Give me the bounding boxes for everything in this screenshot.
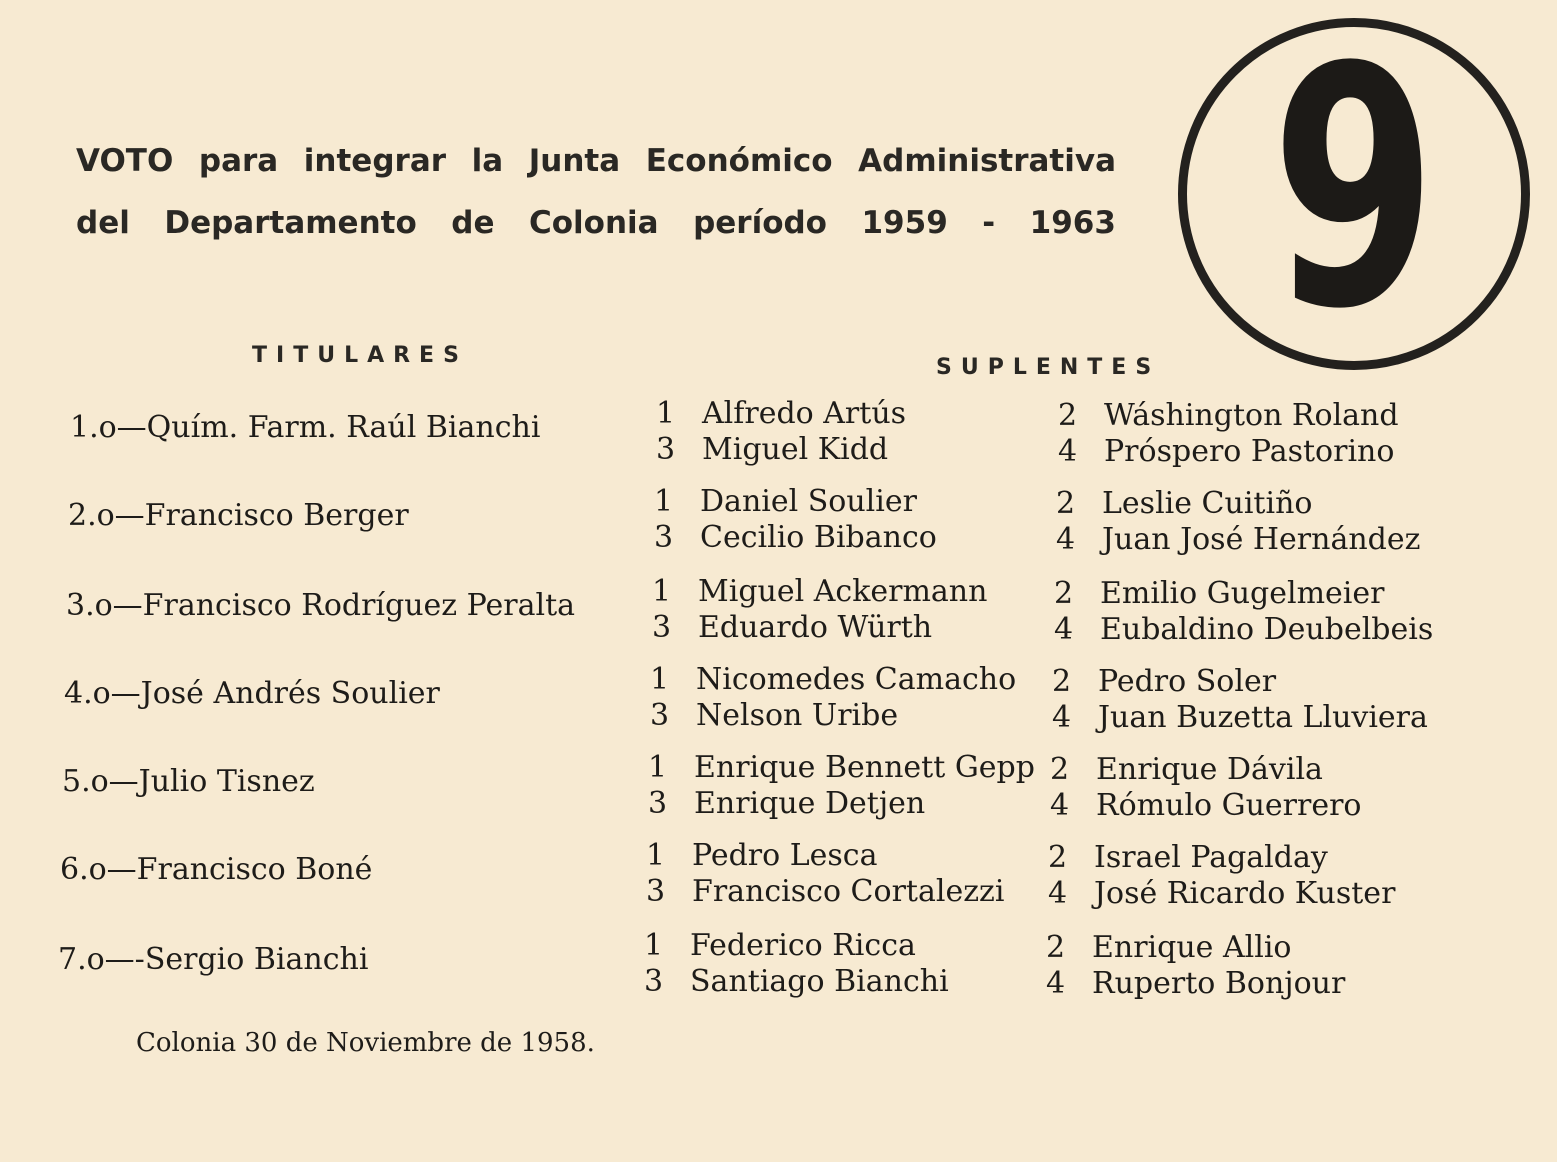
suplente-name: Enrique Dávila: [1096, 752, 1323, 787]
suplente-number: 4: [1058, 434, 1078, 469]
suplente-name: Eduardo Würth: [698, 610, 933, 645]
suplente-entry: [654, 520, 937, 555]
suplente-name: Pedro Lesca: [692, 838, 878, 873]
suplente-number: 3: [652, 610, 672, 645]
suplente-name: Emilio Gugelmeier: [1100, 576, 1385, 611]
suplente-entry: [1058, 398, 1399, 433]
titulares-header: TITULARES: [252, 343, 468, 368]
heading-line-2: [76, 192, 1116, 254]
suplente-name: Eubaldino Deubelbeis: [1100, 612, 1434, 647]
suplente-name: Leslie Cuitiño: [1102, 486, 1313, 521]
suplente-name: Daniel Soulier: [700, 484, 917, 519]
suplente-number: 3: [656, 432, 676, 467]
suplente-number: 1: [644, 928, 664, 963]
heading-word: integrar: [303, 143, 447, 179]
heading-word: 1963: [1029, 205, 1116, 241]
suplente-number: 2: [1052, 664, 1072, 699]
suplente-number: 2: [1054, 576, 1074, 611]
heading-word: período: [693, 205, 827, 241]
suplente-entry: [1046, 966, 1345, 1001]
suplente-entry: [1052, 700, 1428, 735]
heading-word: VOTO: [76, 143, 174, 179]
candidate-row: [64, 662, 1464, 742]
suplente-name: Rómulo Guerrero: [1096, 788, 1362, 823]
suplente-entry: [650, 698, 898, 733]
titular-name: 1.o—Quím. Farm. Raúl Bianchi: [70, 410, 541, 445]
titular-name: 4.o—José Andrés Soulier: [64, 676, 440, 711]
suplente-number: 3: [648, 786, 668, 821]
suplente-number: 2: [1048, 840, 1068, 875]
suplente-entry: [656, 396, 906, 431]
suplente-name: Alfredo Artús: [702, 396, 907, 431]
suplente-number: 4: [1046, 966, 1066, 1001]
suplente-entry: [1048, 876, 1395, 911]
suplente-entry: [650, 662, 1016, 697]
suplente-number: 3: [654, 520, 674, 555]
suplente-name: Próspero Pastorino: [1104, 434, 1395, 469]
suplente-name: Ruperto Bonjour: [1092, 966, 1346, 1001]
suplente-entry: [652, 610, 932, 645]
suplente-name: Cecilio Bibanco: [700, 520, 937, 555]
titular-name: 5.o—Julio Tisnez: [62, 764, 315, 799]
heading-word: Colonia: [528, 205, 659, 241]
list-number: 9: [1271, 0, 1437, 381]
suplente-number: 1: [650, 662, 670, 697]
suplente-number: 4: [1052, 700, 1072, 735]
suplente-number: 1: [654, 484, 674, 519]
suplentes-header: SUPLENTES: [936, 355, 1161, 380]
heading-word: para: [198, 143, 279, 179]
list-number-circle: [1178, 0, 1530, 381]
candidate-row: [68, 484, 1468, 564]
suplente-number: 4: [1048, 876, 1068, 911]
suplente-number: 2: [1056, 486, 1076, 521]
candidate-row: [62, 750, 1462, 830]
suplente-name: Federico Ricca: [690, 928, 916, 963]
candidate-row: [58, 928, 1458, 1008]
suplente-name: Miguel Kidd: [702, 432, 889, 467]
suplente-entry: [652, 574, 987, 609]
suplente-entry: [644, 964, 949, 999]
suplente-number: 2: [1050, 752, 1070, 787]
suplente-name: Juan Buzetta Lluviera: [1098, 700, 1428, 735]
heading-word: Económico: [645, 143, 833, 179]
suplente-entry: [1050, 752, 1323, 787]
suplente-entry: [1054, 576, 1384, 611]
suplente-entry: [1054, 612, 1433, 647]
heading-word: del: [76, 205, 130, 241]
suplente-number: 1: [656, 396, 676, 431]
heading-line-1: [76, 130, 1116, 192]
suplente-entry: [1056, 522, 1420, 557]
suplente-name: Israel Pagalday: [1094, 840, 1328, 875]
candidate-row: [60, 838, 1460, 918]
suplente-number: 4: [1050, 788, 1070, 823]
candidate-row: [70, 396, 1470, 476]
suplente-number: 2: [1046, 930, 1066, 965]
suplente-name: Francisco Cortalezzi: [692, 874, 1005, 909]
suplente-number: 4: [1054, 612, 1074, 647]
suplente-entry: [1056, 486, 1312, 521]
candidate-row: [66, 574, 1466, 654]
suplente-entry: [656, 432, 888, 467]
scan-edge-bottom: [0, 1162, 1565, 1168]
suplente-number: 4: [1056, 522, 1076, 557]
suplente-entry: [1048, 840, 1328, 875]
heading-word: la: [471, 143, 504, 179]
suplente-entry: [1050, 788, 1362, 823]
heading-word: de: [451, 205, 495, 241]
titular-name: 2.o—Francisco Berger: [68, 498, 409, 533]
suplente-name: Enrique Detjen: [694, 786, 926, 821]
suplente-number: 1: [648, 750, 668, 785]
suplente-number: 3: [644, 964, 664, 999]
suplente-entry: [648, 750, 1035, 785]
suplente-number: 2: [1058, 398, 1078, 433]
suplente-name: Enrique Allio: [1092, 930, 1292, 965]
heading-word: -: [982, 205, 996, 241]
suplente-number: 1: [652, 574, 672, 609]
titular-name: 3.o—Francisco Rodríguez Peralta: [66, 588, 576, 623]
scan-edge-right: [1557, 0, 1565, 1168]
heading-word: Administrativa: [858, 143, 1116, 179]
heading-word: Junta: [528, 143, 621, 179]
heading-word: Departamento: [164, 205, 417, 241]
titular-name: 7.o—-Sergio Bianchi: [58, 942, 369, 977]
suplente-name: Pedro Soler: [1098, 664, 1277, 699]
suplente-number: 3: [650, 698, 670, 733]
suplente-number: 3: [646, 874, 666, 909]
suplente-name: Juan José Hernández: [1102, 522, 1421, 557]
suplente-name: Santiago Bianchi: [690, 964, 949, 999]
suplente-name: Wáshington Roland: [1104, 398, 1399, 433]
suplente-entry: [1058, 434, 1394, 469]
suplente-name: José Ricardo Kuster: [1094, 876, 1396, 911]
suplente-number: 1: [646, 838, 666, 873]
ballot-heading: [76, 130, 1116, 254]
suplente-entry: [654, 484, 917, 519]
date-footer: Colonia 30 de Noviembre de 1958.: [136, 1028, 595, 1058]
suplente-name: Nelson Uribe: [696, 698, 899, 733]
suplente-entry: [646, 838, 878, 873]
suplente-name: Miguel Ackermann: [698, 574, 988, 609]
suplente-name: Enrique Bennett Gepp: [694, 750, 1035, 785]
suplente-entry: [1052, 664, 1276, 699]
suplente-entry: [644, 928, 916, 963]
suplente-entry: [648, 786, 925, 821]
titular-name: 6.o—Francisco Boné: [60, 852, 373, 887]
suplente-entry: [646, 874, 1004, 909]
suplente-entry: [1046, 930, 1291, 965]
heading-word: 1959: [861, 205, 948, 241]
suplente-name: Nicomedes Camacho: [696, 662, 1017, 697]
